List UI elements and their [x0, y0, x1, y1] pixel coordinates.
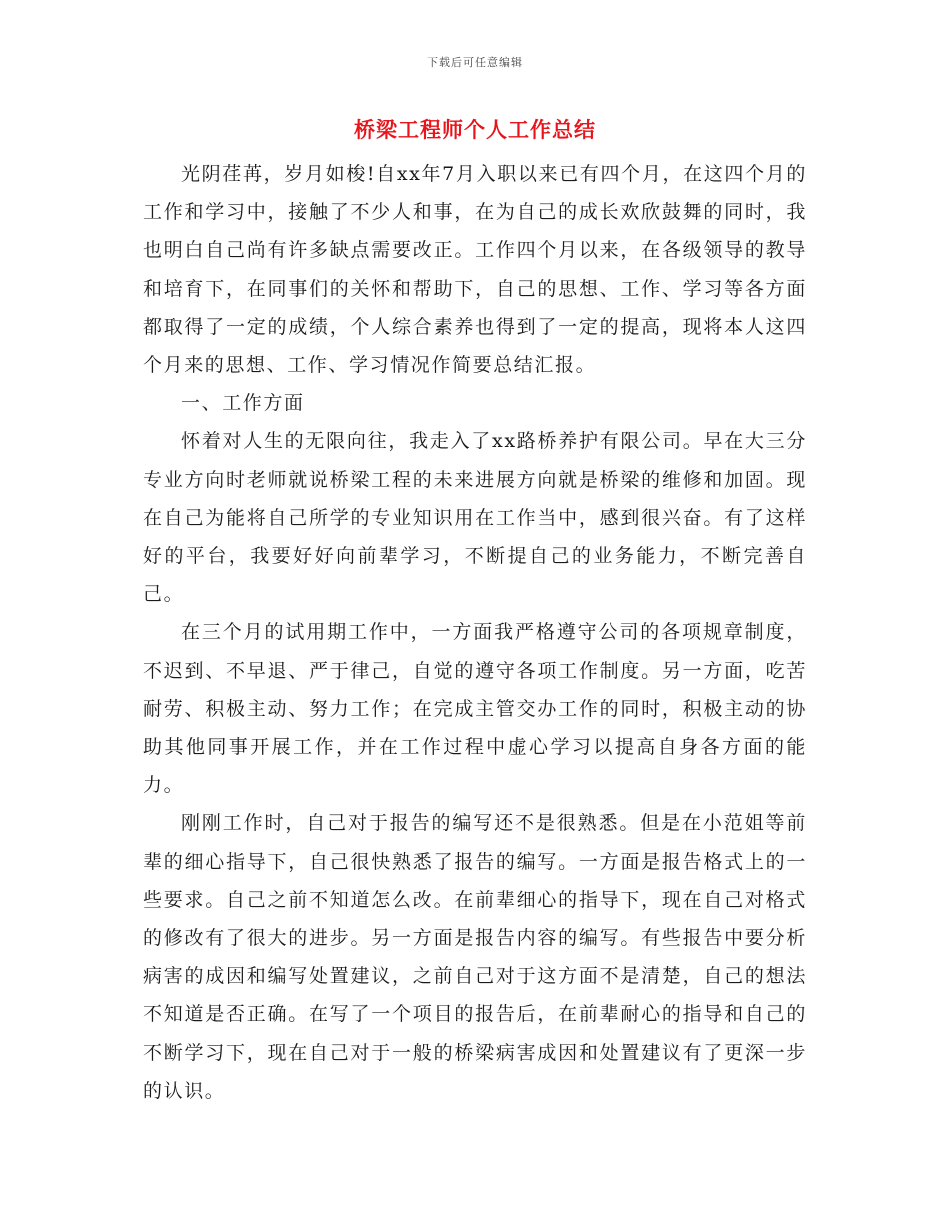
paragraph-reports: 刚刚工作时，自己对于报告的编写还不是很熟悉。但是在小范姐等前辈的细心指导下，自己很快熟悉了报告的编写。一方面是报告格式上的一些要求。自己之前不知道怎么改。在前辈细心的指导下，现在自己对格式的修改有了很大的进步。另一方面是报告内容的编写。有些报告中要分析病害的成因和编写处置建议，之前自己对于这方面不是清楚，自己的想法不知道是否正确。在写了一个项目的报告后，在前辈耐心的指导和自己的不断学习下，现在自己对于一般的桥梁病害成因和处置建议有了更深一步的认识。	[143, 812, 807, 1102]
paragraph-intro: 光阴荏苒，岁月如梭!自xx年7月入职以来已有四个月，在这四个月的工作和学习中，接触了不少人和事，在为自己的成长欢欣鼓舞的同时，我也明白自己尚有许多缺点需要改正。工作四个月以来，在各级领导的教导和培育下，在同事们的关怀和帮助下，自己的思想、工作、学习等各方面都取得了一定的成绩，个人综合素养也得到了一定的提高，现将本人这四个月来的思想、工作、学习情况作简要总结汇报。	[143, 163, 807, 377]
paragraph-probation: 在三个月的试用期工作中，一方面我严格遵守公司的各项规章制度，不迟到、不早退、严于律己，自觉的遵守各项工作制度。另一方面，吃苦耐劳、积极主动、努力工作；在完成主管交办工作的同时，积极主动的协助其他同事开展工作，并在工作过程中虚心学习以提高自身各方面的能力。	[143, 621, 807, 797]
page-title: 桥梁工程师个人工作总结	[354, 117, 596, 142]
paragraph-company: 怀着对人生的无限向往，我走入了xx路桥养护有限公司。早在大三分专业方向时老师就说桥梁工程的未来进展方向就是桥梁的维修和加固。现在自己为能将自己所学的专业知识用在工作当中，感到很兴奋。有了这样好的平台，我要好好向前辈学习，不断提自己的业务能力，不断完善自己。	[143, 430, 807, 606]
header-note: 下载后可任意编辑	[427, 56, 523, 69]
document-body	[143, 155, 807, 1110]
section-heading-work: 一、工作方面	[181, 392, 305, 415]
